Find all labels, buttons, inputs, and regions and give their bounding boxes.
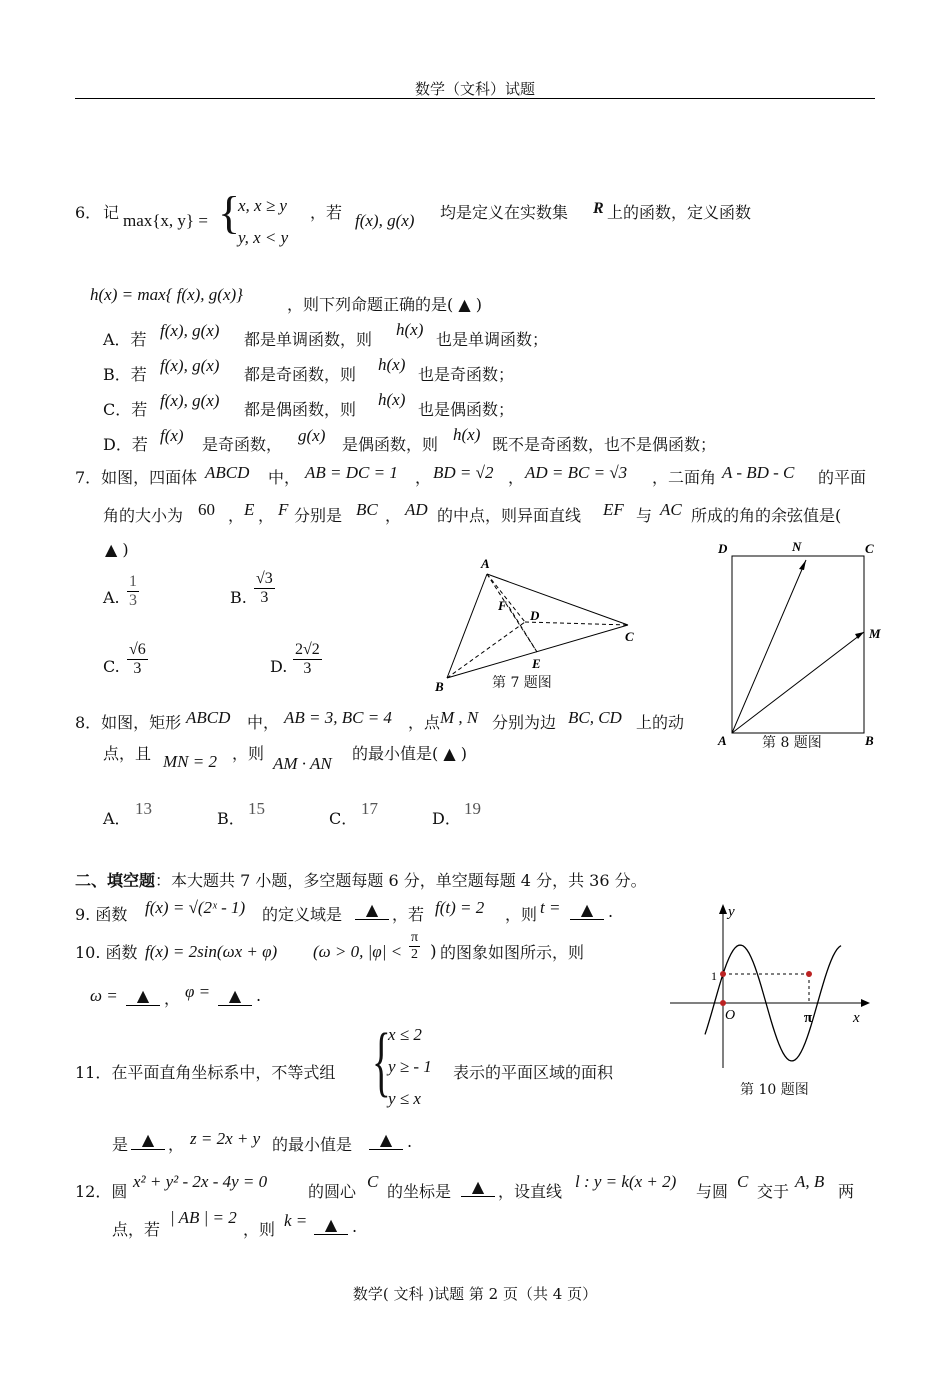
q6-case1: x, x ≥ y xyxy=(238,196,287,215)
q6-text2: 上的函数，定义函数 xyxy=(607,203,752,222)
header-rule xyxy=(75,98,875,99)
q6-R: R xyxy=(593,200,604,217)
q10-label-origin: O xyxy=(725,1008,736,1023)
q10-point-origin xyxy=(720,1000,726,1006)
q7-label-a: A xyxy=(481,556,490,571)
q10-sine-graph xyxy=(665,898,875,1073)
q10-label-x: x xyxy=(853,1010,860,1026)
section-2-heading: 二、填空题：本大题共 7 小题，多空题每题 6 分，单空题每题 4 分，共 36 分。 xyxy=(75,871,647,890)
q9-blank-1[interactable]: ▲ xyxy=(355,900,389,920)
q6-ji: 记 xyxy=(103,203,120,222)
q7-label-f: F xyxy=(498,598,507,613)
page-header: 数学（文科）试题 xyxy=(414,80,535,98)
q7-frac-c: $\frac{√6}{3}$ xyxy=(129,641,146,677)
q8-label-n: N xyxy=(792,539,802,554)
q6-text1: 均是定义在实数集 xyxy=(440,203,569,222)
page-footer: 数学( 文科 )试题 第 2 页（共 4 页） xyxy=(352,1285,598,1303)
q7-label-d: D xyxy=(530,608,540,623)
q6-text3: ，则下列命题正确的是( ▲ ) xyxy=(287,295,482,314)
q11-blank-min[interactable]: ▲ xyxy=(369,1130,403,1150)
q10-label-one: 1 xyxy=(711,969,717,983)
q8-rectangle-figure xyxy=(710,538,885,753)
q10-label-y: y xyxy=(728,904,735,920)
q6-max-lhs: max{x, y} = xyxy=(123,211,208,230)
q10-label-pi: π xyxy=(804,1010,813,1026)
q10-blank-omega[interactable]: ▲ xyxy=(126,986,160,1006)
q8-label-a: A xyxy=(718,733,727,748)
q10-point-pi xyxy=(806,971,812,977)
q6-h-def: h(x) = max{ f(x), g(x)} xyxy=(90,285,243,304)
q7-frac-a: $\frac{1}{3}$ xyxy=(129,573,137,609)
q12-blank-center[interactable]: ▲ xyxy=(461,1177,495,1197)
q7-label-e: E xyxy=(532,656,541,671)
q7-figure-caption: 第 7 题图 xyxy=(492,675,552,691)
q10-pi-over-2: $\frac{\pi}{2}$ xyxy=(411,930,419,962)
q8-label-c: C xyxy=(865,541,874,556)
q6-fg: f(x), g(x) xyxy=(355,211,415,230)
q10-blank-phi[interactable]: ▲ xyxy=(218,986,252,1006)
q7-frac-b: $\frac{√3}{3}$ xyxy=(256,570,273,606)
q8-label-d: D xyxy=(718,541,728,556)
q10-point-y-intercept xyxy=(720,971,726,977)
q7-label-b: B xyxy=(435,679,444,694)
q6-ruo: ，若 xyxy=(310,203,343,222)
q12-blank-k[interactable]: ▲ xyxy=(314,1215,348,1235)
q7-label-c: C xyxy=(625,629,634,644)
q9-blank-2[interactable]: ▲ xyxy=(570,900,604,920)
q6-number: 6． xyxy=(75,203,102,222)
q11-blank-area[interactable]: ▲ xyxy=(131,1130,165,1150)
q8-label-m: M xyxy=(869,626,881,641)
q11-brace: { xyxy=(372,1017,391,1104)
q6-brace: { xyxy=(218,187,241,238)
q8-figure-caption: 第 8 题图 xyxy=(762,735,822,751)
q8-label-b: B xyxy=(865,733,874,748)
q6-case2: y, x < y xyxy=(238,228,289,247)
q10-figure-caption: 第 10 题图 xyxy=(740,1082,809,1098)
q7-frac-d: $\frac{2√2}{3}$ xyxy=(295,641,320,677)
